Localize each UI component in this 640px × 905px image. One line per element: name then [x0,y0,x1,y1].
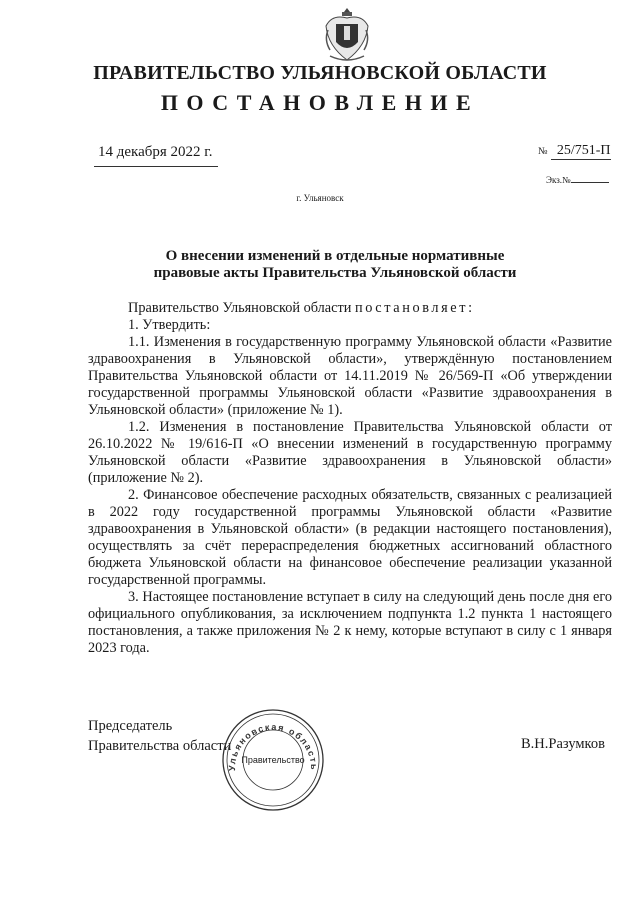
seal-ring-text: Ульяновская область [226,721,320,772]
paragraph-1-2: 1.2. Изменения в постановление Правительства Ульяновской области от 26.10.2022 № 19/616-П «О внесении изменений в государственную программу Ульяновской области «Развитие здравоохранения в Ульяновской области» (приложение № 2). [88,419,612,486]
paragraph-2: 2. Финансовое обеспечение расходных обязательств, связанных с реализацией в 2022 году государственной программы Ульяновской области «Развитие здравоохранения в Ульяновской области» (в редакции настоящего постановления), осуществлять за счёт перераспределения бюджетных ассигнований областного бюджета Ульяновской области на финансовое обеспечение реализации указанной государственной программы. [88,487,612,588]
date-underline [94,166,218,167]
government-title: ПРАВИТЕЛЬСТВО УЛЬЯНОВСКОЙ ОБЛАСТИ [93,62,547,84]
document-body [88,300,612,657]
signatory-name: В.Н.Разумков [521,736,605,752]
number-sign: № [538,146,548,157]
official-seal [219,706,327,814]
paragraph-1: 1. Утвердить: [128,317,211,333]
signatory-title-line-2: Правительства области [88,738,232,754]
subject-line-2: правовые акты Правительства Ульяновской области [153,265,517,281]
document-type: ПОСТАНОВЛЕНИЕ [160,90,480,115]
document-number-block [538,143,611,160]
copy-label: Экз.№ [546,175,571,185]
coat-of-arms-emblem [322,6,372,64]
copy-number-block [546,175,609,185]
intro-paragraph [88,300,612,317]
paragraph-1-1: 1.1. Изменения в государственную программу Ульяновской области «Развитие здравоохранения в Ульяновской области», утверждённую постановлением Правительства Ульяновской области от 14.11.2019 № 26/569-П «Об утверждении государственной программы Ульяновской области «Развитие здравоохранения в Ульяновской области» (приложение № 1). [88,334,612,418]
intro-verb: постановляет: [354,300,475,316]
document-subject [140,248,530,282]
signatory-title [88,716,231,756]
seal-center-text: Правительство [241,755,305,765]
intro-text: Правительство Ульяновской области [128,300,355,316]
paragraph-3: 3. Настоящее постановление вступает в силу на следующий день после дня его официального опубликования, за исключением подпункта 1.2 пункта 1 настоящего постановления, а также приложения № 2 к нему, которые вступают в силу с 1 января 2023 года. [88,589,612,656]
signatory-title-line-1: Председатель [88,718,173,734]
document-number: 25/751-П [551,143,611,160]
subject-line-1: О внесении изменений в отдельные нормативные [165,248,505,264]
document-date: 14 декабря 2022 г. [98,144,213,160]
copy-number-line [571,182,609,183]
city: г. Ульяновск [296,193,344,203]
